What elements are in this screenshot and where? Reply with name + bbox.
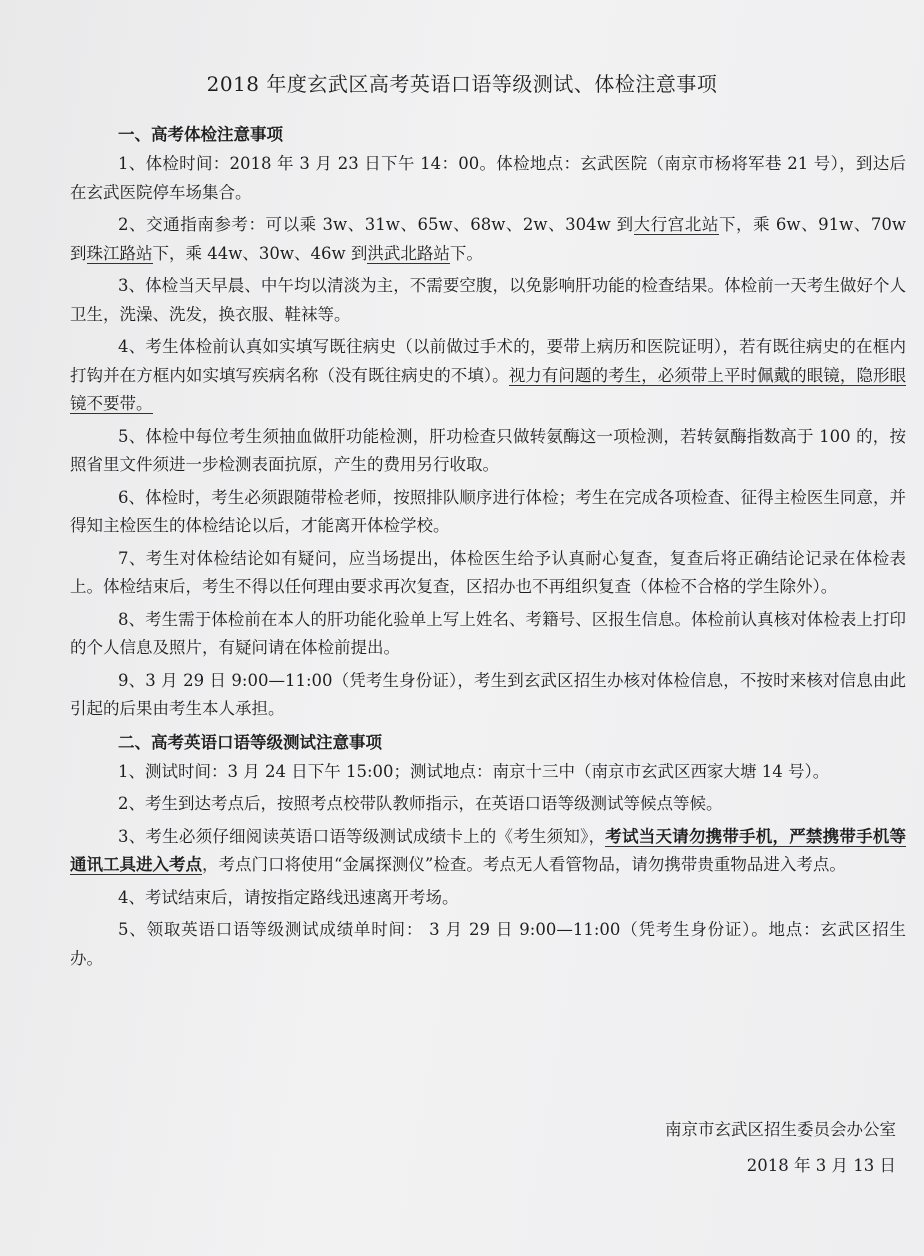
page-title: 2018 年度玄武区高考英语口语等级测试、体检注意事项 xyxy=(206,72,718,96)
issue-date: 2018 年 3 月 13 日 xyxy=(746,1156,896,1175)
exam-item-6: 6、体检时，考生必须跟随带检老师，按照排队顺序进行体检；考生在完成各项检查、征得主检医生同意，并得知主检医生的体检结论以后，才能离开体检学校。 xyxy=(70,487,906,535)
oral-item-1: 1、测试时间：3 月 24 日下午 15:00；测试地点：南京十三中（南京市玄武区西家大塘 14 号）。 xyxy=(118,761,830,781)
exam-item-7: 7、考生对体检结论如有疑问，应当场提出，体检医生给予认真耐心复查，复查后将正确结论记录在体检表上。体检结束后，考生不得以任何理由要求再次复查，区招办也不再组织复查（体检不合格的学生除外）。 xyxy=(70,548,906,596)
issuing-office: 南京市玄武区招生委员会办公室 xyxy=(665,1120,896,1139)
section-heading-oral-test: 二、高考英语口语等级测试注意事项 xyxy=(118,732,382,752)
exam-item-2: 2、交通指南参考：可以乘 3w、31w、65w、68w、2w、304w 到大行宫北站下，乘 6w、91w、70w 到珠江路站下，乘 44w、30w、46w 到洪武北路站下。 xyxy=(70,215,907,263)
oral-item-3: 3、考生必须仔细阅读英语口语等级测试成绩卡上的《考生须知》，考试当天请勿携带手机，严禁携带手机等通讯工具进入考点，考点门口将使用“金属探测仪”检查。考点无人看管物品，请勿携带贵重物品进入考点。 xyxy=(70,826,907,874)
bus-stop-hongwubeilu: 洪武北路站 xyxy=(367,243,450,263)
signature-block xyxy=(665,1112,896,1184)
section-heading-physical-exam: 一、高考体检注意事项 xyxy=(118,125,283,144)
glasses-notice: 视力有问题的考生，必须带上平时佩戴的眼镜，隐形眼镜不要带。 xyxy=(70,365,907,413)
bus-stop-zhujianglu: 珠江路站 xyxy=(86,243,153,263)
phone-ban-notice: 考试当天请勿携带手机，严禁携带手机等通讯工具进入考点 xyxy=(70,826,907,874)
exam-item-8: 8、考生需于体检前在本人的肝功能化验单上写上姓名、考籍号、区报生信息。体检前认真核对体检表上打印的个人信息及照片，有疑问请在体检前提出。 xyxy=(70,609,906,657)
exam-item-3: 3、体检当天早晨、中午均以清淡为主，不需要空腹，以免影响肝功能的检查结果。体检前一天考生做好个人卫生，洗澡、洗发，换衣服、鞋袜等。 xyxy=(70,276,906,324)
exam-item-5: 5、体检中每位考生须抽血做肝功能检测，肝功检查只做转氨酶这一项检测，若转氨酶指数高于 100 的，按照省里文件须进一步检测表面抗原，产生的费用另行收取。 xyxy=(70,426,906,474)
oral-item-2: 2、考生到达考点后，按照考点校带队教师指示，在英语口语等级测试等候点等候。 xyxy=(118,794,723,813)
exam-item-4: 4、考生体检前认真如实填写既往病史（以前做过手术的，要带上病历和医院证明），若有既往病史的在框内打钩并在方框内如实填写疾病名称（没有既往病史的不填）。视力有问题的考生，必须带上平时佩戴的眼镜，隐形眼镜不要带。 xyxy=(70,337,907,413)
document-body xyxy=(70,120,906,977)
oral-item-5: 5、领取英语口语等级测试成绩单时间： 3 月 29 日 9:00—11:00（凭考生身份证）。地点：玄武区招生办。 xyxy=(70,920,906,968)
bus-stop-daxinggong: 大行宫北站 xyxy=(633,215,719,234)
exam-item-9: 9、3 月 29 日 9:00—11:00（凭考生身份证），考生到玄武区招生办核对体检信息，不按时来核对信息由此引起的后果由考生本人承担。 xyxy=(70,670,906,718)
exam-item-1: 1、体检时间：2018 年 3 月 23 日下午 14：00。体检地点：玄武医院（南京市杨将军巷 21 号），到达后在玄武医院停车场集合。 xyxy=(70,154,906,202)
oral-item-4: 4、考试结束后，请按指定路线迅速离开考场。 xyxy=(118,887,459,907)
